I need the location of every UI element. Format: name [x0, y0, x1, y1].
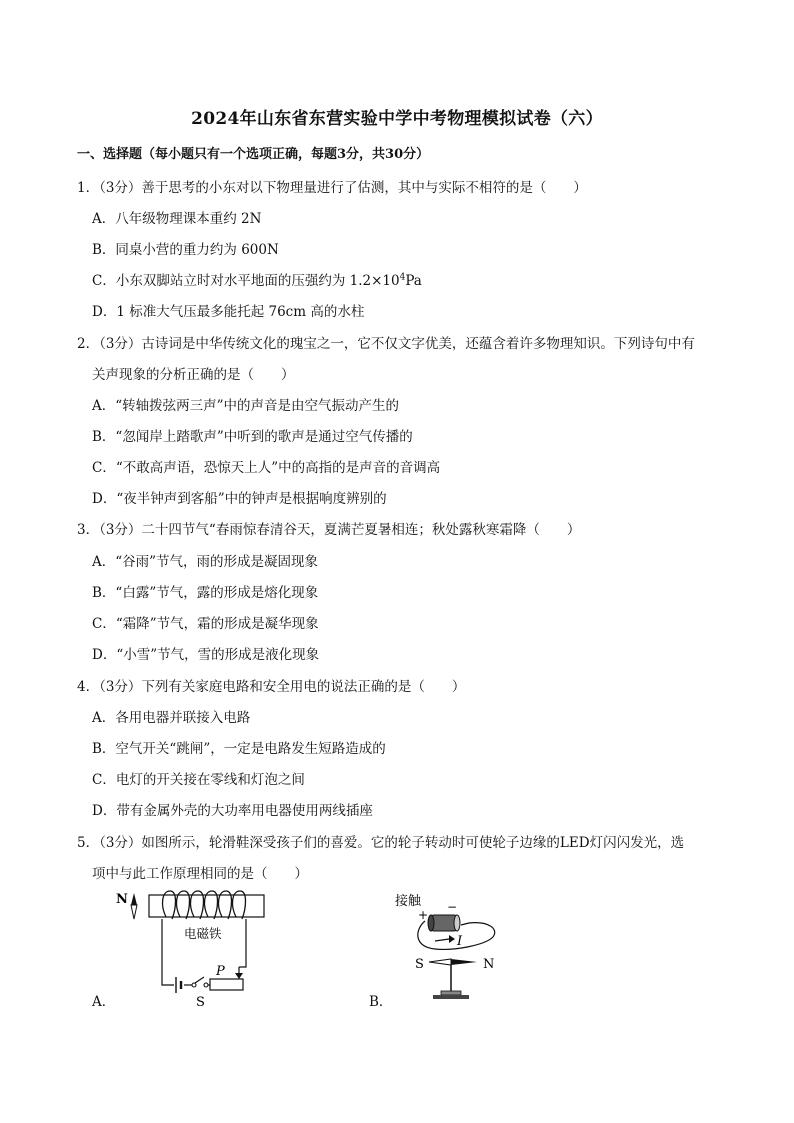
compass-n-label: N: [116, 892, 128, 907]
question-5-stem-line2: 项中与此工作原理相同的是（ ）: [92, 866, 308, 882]
plus-terminal: +: [418, 908, 429, 922]
question-2-stem-line1: 2．（3分）古诗词是中华传统文化的瑰宝之一，它不仅文字优美，还蕴含着许多物理知识。下列诗句中有: [77, 336, 695, 352]
slider-p-label: P: [216, 964, 225, 979]
question-4-option-d[interactable]: D．带有金属外壳的大功率用电器使用两线插座: [92, 803, 373, 819]
figure-b-option-label[interactable]: B．: [369, 994, 393, 1010]
question-1-stem: 1．（3分）善于思考的小东对以下物理量进行了估测，其中与实际不相符的是（ ）: [77, 180, 587, 196]
figure-a-option-label[interactable]: A．: [92, 994, 116, 1010]
option-c-text: C．小东双脚站立时对水平地面的压强约为 1.2×10: [92, 273, 400, 289]
section-heading: 一、选择题（每小题只有一个选项正确，每题3分，共30分）: [77, 147, 430, 162]
compass-n-label: N: [483, 957, 495, 972]
battery-cell-icon: [428, 915, 460, 931]
question-1-option-d[interactable]: D．1 标准大气压最多能托起 76cm 高的水柱: [92, 304, 365, 320]
question-2-option-d[interactable]: D．“夜半钟声到客船”中的钟声是根据响度辨别的: [92, 491, 387, 507]
compass-needle-icon: [131, 893, 137, 919]
contact-label: 接触: [395, 894, 422, 909]
question-1-option-a[interactable]: A．八年级物理课本重约 2N: [92, 211, 262, 227]
question-3-option-d[interactable]: D．“小雪”节气，雪的形成是液化现象: [92, 647, 320, 663]
figure-b-current-coil: [385, 885, 520, 1010]
switch-s-label: S: [196, 995, 205, 1010]
slider-arrow-icon: [235, 967, 243, 979]
question-1-option-c[interactable]: [92, 269, 422, 289]
question-3-stem: 3．（3分）二十四节气“春雨惊春清谷天，夏满芒夏暑相连；秋处露秋寒霜降（ ）: [77, 522, 581, 538]
current-arrow-icon: [435, 935, 455, 943]
question-4-option-c[interactable]: C．电灯的开关接在零线和灯泡之间: [92, 772, 305, 788]
rheostat-icon: [210, 979, 243, 990]
compass-needle-icon: [429, 959, 477, 999]
battery-icon: [176, 977, 181, 993]
question-2-option-a[interactable]: A．“转轴拨弦两三声”中的声音是由空气振动产生的: [92, 398, 400, 414]
electromagnet-label: 电磁铁: [184, 926, 222, 941]
question-4-stem: 4．（3分）下列有关家庭电路和安全用电的说法正确的是（ ）: [77, 679, 466, 695]
question-3-option-b[interactable]: B．“白露”节气，露的形成是熔化现象: [92, 585, 319, 601]
question-2-option-c[interactable]: C．“不敢高声语，恐惊天上人”中的高指的是声音的音调高: [92, 460, 441, 476]
unit: Pa: [405, 273, 422, 289]
question-3-option-c[interactable]: C．“霜降”节气，霜的形成是凝华现象: [92, 616, 319, 632]
page-title: 2024年山东省东营实验中学中考物理模拟试卷（六）: [191, 109, 603, 129]
compass-s-label: S: [415, 957, 424, 972]
switch-icon: [192, 977, 208, 987]
question-4-option-b[interactable]: B．空气开关“跳闸”，一定是电路发生短路造成的: [92, 741, 386, 757]
exponent: 4: [399, 272, 406, 283]
minus-terminal: −: [447, 900, 458, 914]
question-1-option-b[interactable]: B．同桌小营的重力约为 600N: [92, 242, 279, 258]
question-2-stem-line2: 关声现象的分析正确的是（ ）: [92, 367, 295, 383]
current-i-label: I: [457, 934, 463, 949]
question-5-stem-line1: 5．（3分）如图所示，轮滑鞋深受孩子们的喜爱。它的轮子转动时可使轮子边缘的LED灯闪闪发光，选: [77, 835, 685, 851]
question-2-option-b[interactable]: B．“忽闻岸上踏歌声”中听到的歌声是通过空气传播的: [92, 429, 413, 445]
question-3-option-a[interactable]: A．“谷雨”节气，雨的形成是凝固现象: [92, 554, 319, 570]
question-4-option-a[interactable]: A．各用电器并联接入电路: [92, 710, 251, 726]
